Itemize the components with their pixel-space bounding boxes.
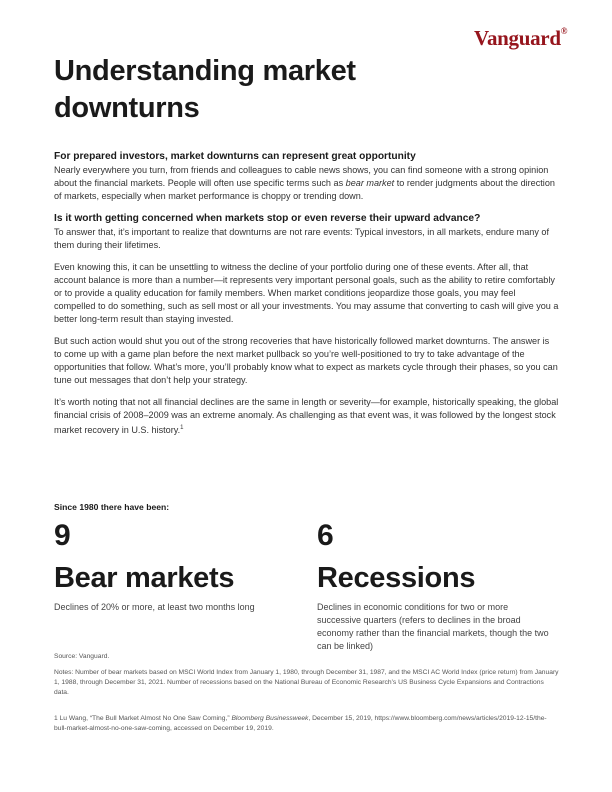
footnote: 1 Lu Wang, “The Bull Market Almost No One Saw Coming,” Bloomberg Businessweek, December 15, 2019, https://www.bloomberg.com/news/articles/2019-12-15/the-bull-market-almost-no-one-saw-coming, accessed on December 19, 2019. [54, 715, 547, 732]
section-2-paragraph-3: But such action would shut you out of the strong recoveries that have historically followed market downturns. The answer is to come up with a game plan before the next market pullback so you’re well-positioned to try to take advantage of the opportunities that follow. What’s more, you’ll probably know what to expect as markets cycle through their phases, so you can tune out messages that don’t help your strategy. [54, 336, 558, 385]
section-1-heading: For prepared investors, market downturns can represent great opportunity [54, 151, 416, 162]
section-2-paragraph-2: Even knowing this, it can be unsettling to witness the decline of your portfolio during one of these events. After all, that account balance is more than a number—it represents very important personal goals, such as the ability to retire comfortably or to provide a quality education for family members. When market conditions jeopardize those goals, you may feel compelled to do something, such as sell most or all your investments. You may assume that converting to cash will give you a better long-term result than staying invested. [54, 262, 559, 324]
stat-label: Bear markets [54, 562, 235, 594]
stat-bear-markets [54, 519, 290, 614]
section-1-paragraph-1: Nearly everywhere you turn, from friends and colleagues to cable news shows, you can find someone with a strong opinion about the financial markets. People will often use specific terms such as bear market to render judgments about the direction of markets, especially when market performance is choppy or trending down. [54, 165, 555, 201]
stat-number: 9 [54, 519, 71, 552]
section-2-paragraph-1: To answer that, it’s important to realize that downturns are not rare events: Typical investors, in all markets, endure many of them during their lifetimes. [54, 227, 550, 250]
stat-label: Recessions [317, 562, 476, 594]
logo-ship-mark: ® [560, 26, 568, 36]
section-2-paragraph-4: It’s worth noting that not all financial declines are the same in length or severity—for example, historically speaking, the global financial crisis of 2008–2009 was an extreme anomaly. As challenging as that event was, it was followed by the longest stock market recovery in U.S. history.$^1$ [54, 397, 559, 436]
notes: Notes: Number of bear markets based on MSCI World Index from January 1, 1980, through December 31, 1987, and the MSCI AC World Index (price return) from January 1, 1988, through December 31, 2021. Number of recessions based on the National Bureau of Economic Research’s US Business Cycle Expansions and Contractions data. [54, 669, 559, 696]
stat-description: Declines of 20% or more, at least two months long [54, 602, 255, 612]
section-2-heading: Is it worth getting concerned when markets stop or even reverse their upward advance? [54, 213, 481, 224]
stat-number: 6 [317, 519, 334, 552]
article-body [54, 150, 559, 446]
stats-intro: Since 1980 there have been: [54, 502, 170, 512]
footnote-ref: 1 [180, 425, 184, 431]
page-title: Understanding market downturns [54, 55, 356, 124]
stat-recessions [317, 519, 553, 653]
vanguard-logo: Vanguard® [474, 26, 568, 50]
source-note: Source: Vanguard. [54, 653, 110, 660]
stat-description: Declines in economic conditions for two or more successive quarters (refers to declines in the broad economy rather than the financial markets, though the two can be linked) [317, 602, 549, 651]
